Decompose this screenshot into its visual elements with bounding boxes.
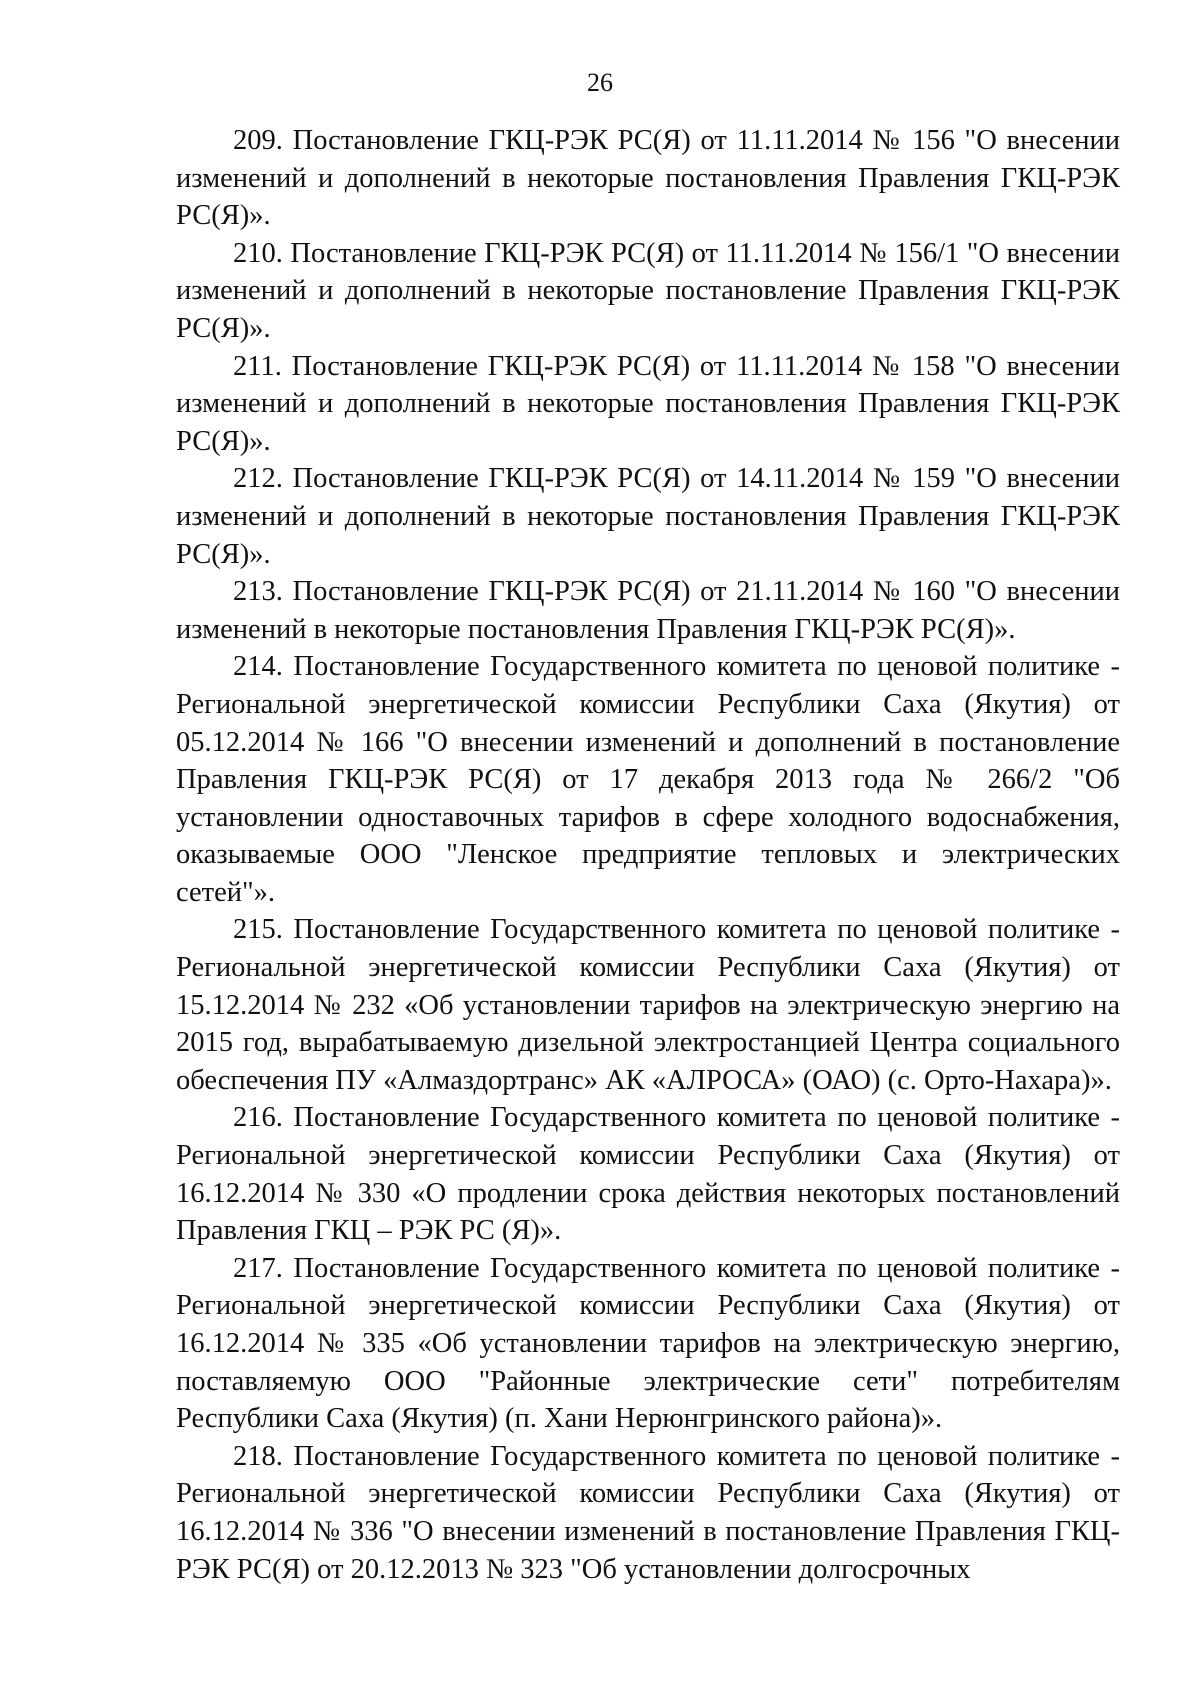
page-number: 26 xyxy=(587,68,613,97)
list-item: 217. Постановление Государственного комитета по ценовой политике - Региональной энергетической комиссии Республики Саха (Якутия) от 16.12.2014 № 335 «Об установлении тарифов на электрическую энергию, поставляемую ООО "Районные электрические сети" потребителям Республики Саха (Якутия) (п. Хани Нерюнгринского района)». xyxy=(176,1252,1120,1435)
list-item: 210. Постановление ГКЦ-РЭК РС(Я) от 11.11.2014 № 156/1 "О внесении изменений и дополнений в некоторые постановление Правления ГКЦ-РЭК РС(Я)». xyxy=(176,237,1120,344)
list-item: 218. Постановление Государственного комитета по ценовой политике - Региональной энергетической комиссии Республики Саха (Якутия) от 16.12.2014 № 336 "О внесении изменений в постановление Правления ГКЦ-РЭК РС(Я) от 20.12.2013 № 323 "Об установлении долгосрочных xyxy=(176,1440,1120,1585)
list-item: 211. Постановление ГКЦ-РЭК РС(Я) от 11.11.2014 № 158 "О внесении изменений и дополнений в некоторые постановления Правления ГКЦ-РЭК РС(Я)». xyxy=(176,350,1120,457)
document-body xyxy=(176,122,1120,1588)
list-item: 216. Постановление Государственного комитета по ценовой политике - Региональной энергетической комиссии Республики Саха (Якутия) от 16.12.2014 № 330 «О продлении срока действия некоторых постановлений Правления ГКЦ – РЭК РС (Я)». xyxy=(176,1102,1120,1247)
list-item: 213. Постановление ГКЦ-РЭК РС(Я) от 21.11.2014 № 160 "О внесении изменений в некоторые постановления Правления ГКЦ-РЭК РС(Я)». xyxy=(176,576,1120,645)
list-item: 212. Постановление ГКЦ-РЭК РС(Я) от 14.11.2014 № 159 "О внесении изменений и дополнений в некоторые постановления Правления ГКЦ-РЭК РС(Я)». xyxy=(176,463,1120,570)
list-item: 215. Постановление Государственного комитета по ценовой политике - Региональной энергетической комиссии Республики Саха (Якутия) от 15.12.2014 № 232 «Об установлении тарифов на электрическую энергию на 2015 год, вырабатываемую дизельной электростанцией Центра социального обеспечения ПУ «Алмаздортранс» АК «АЛРОСА» (ОАО) (с. Орто-Нахара)». xyxy=(176,914,1120,1096)
list-item: 209. Постановление ГКЦ-РЭК РС(Я) от 11.11.2014 № 156 "О внесении изменений и дополнений в некоторые постановления Правления ГКЦ-РЭК РС(Я)». xyxy=(176,125,1120,232)
list-item: 214. Постановление Государственного комитета по ценовой политике - Региональной энергетической комиссии Республики Саха (Якутия) от 05.12.2014 № 166 "О внесении изменений и дополнений в постановление Правления ГКЦ-РЭК РС(Я) от 17 декабря 2013 года № 266/2 "Об установлении одноставочных тарифов в сфере холодного водоснабжения, оказываемые ООО "Ленское предприятие тепловых и электрических сетей"». xyxy=(176,651,1120,908)
